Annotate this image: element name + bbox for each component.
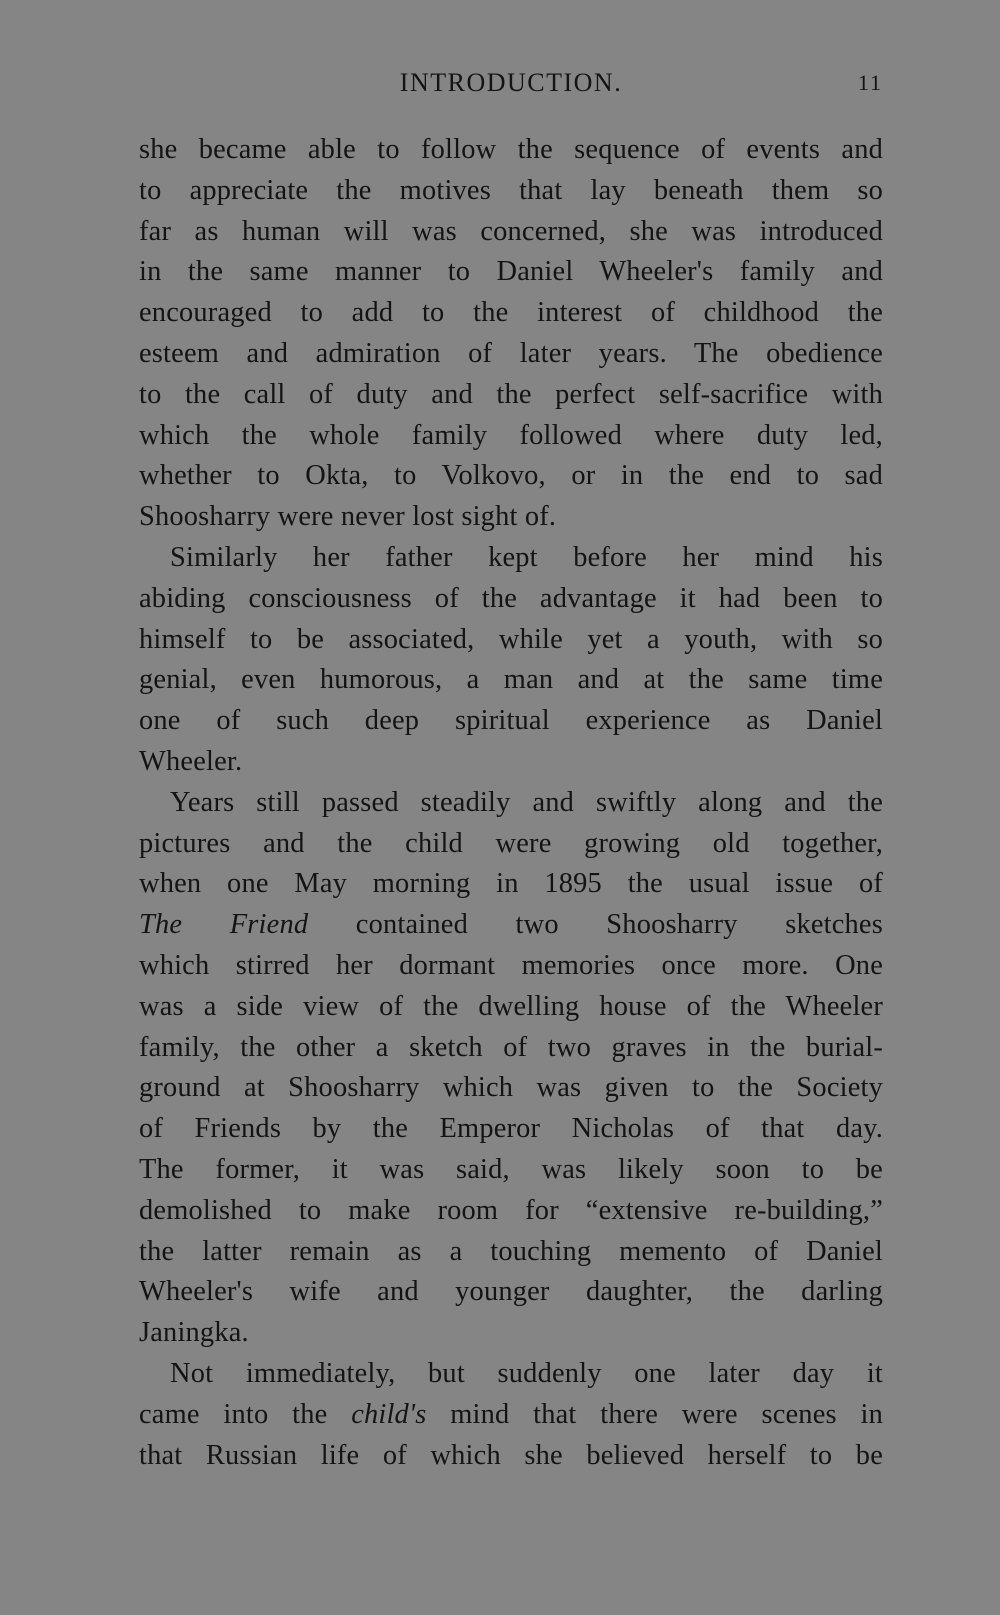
text-line: encouraged to add to the interest of childhood the: [139, 297, 883, 329]
text-line: she became able to follow the sequence of events and: [139, 134, 883, 165]
text-line: [139, 1395, 883, 1436]
italic-title: The Friend: [139, 909, 309, 941]
text-line: pictures and the child were growing old together,: [139, 827, 883, 859]
text-line: was a side view of the dwelling house of the Wheeler: [139, 990, 883, 1022]
text-line: Wheeler.: [139, 745, 243, 777]
text-line: Janingka.: [139, 1317, 249, 1349]
text-line: abiding consciousness of the advantage it had been to: [139, 582, 883, 614]
text-line: Wheeler's wife and younger daughter, the darling: [139, 1276, 883, 1308]
text-line: Shoosharry were never lost sight of.: [139, 501, 557, 533]
text-run: contained two Shoosharry sketches: [308, 909, 883, 941]
paragraph: [139, 1354, 883, 1476]
chapter-title: INTRODUCTION.: [399, 68, 623, 97]
text-line: ground at Shoosharry which was given to the Society: [139, 1072, 883, 1104]
running-header: [139, 68, 883, 108]
text-line: whether to Okta, to Volkovo, or in the end to sad: [139, 460, 883, 492]
text-line: [139, 905, 883, 946]
text-line: himself to be associated, while yet a youth, with so: [139, 623, 883, 655]
text-line: which stirred her dormant memories once more. One: [139, 949, 883, 981]
paragraph: [139, 538, 883, 783]
text-line: Similarly her father kept before her mind his: [170, 541, 883, 573]
text-line: of Friends by the Emperor Nicholas of that day.: [139, 1113, 883, 1145]
text-line: Years still passed steadily and swiftly along and the: [170, 786, 883, 818]
text-line: the latter remain as a touching memento of Daniel: [139, 1235, 883, 1267]
text-line: esteem and admiration of later years. The obedience: [139, 337, 883, 369]
text-line: genial, even humorous, a man and at the same time: [139, 664, 883, 696]
italic-word: child's: [351, 1398, 427, 1430]
text-line: which the whole family followed where duty led,: [139, 419, 883, 451]
text-line: to the call of duty and the perfect self-sacrifice with: [139, 378, 883, 410]
text-line: Not immediately, but suddenly one later day it: [170, 1357, 883, 1389]
text-line: one of such deep spiritual experience as Daniel: [139, 705, 883, 737]
paragraph: [139, 783, 883, 1354]
text-run: mind that there were scenes in: [426, 1398, 883, 1430]
text-line: in the same manner to Daniel Wheeler's family and: [139, 256, 883, 288]
paragraph: [139, 130, 883, 538]
text-line: The former, it was said, was likely soon to be: [139, 1153, 883, 1185]
body-text: [139, 130, 883, 1476]
page-number: 11: [857, 70, 883, 95]
text-line: when one May morning in 1895 the usual issue of: [139, 868, 883, 900]
text-line: that Russian life of which she believed herself to be: [139, 1439, 883, 1471]
text-line: far as human will was concerned, she was introduced: [139, 215, 883, 247]
text-run: came into the: [139, 1398, 352, 1430]
text-line: demolished to make room for “extensive re-building,”: [139, 1194, 883, 1226]
text-line: to appreciate the motives that lay beneath them so: [139, 174, 883, 206]
text-line: family, the other a sketch of two graves in the burial-: [139, 1031, 883, 1063]
